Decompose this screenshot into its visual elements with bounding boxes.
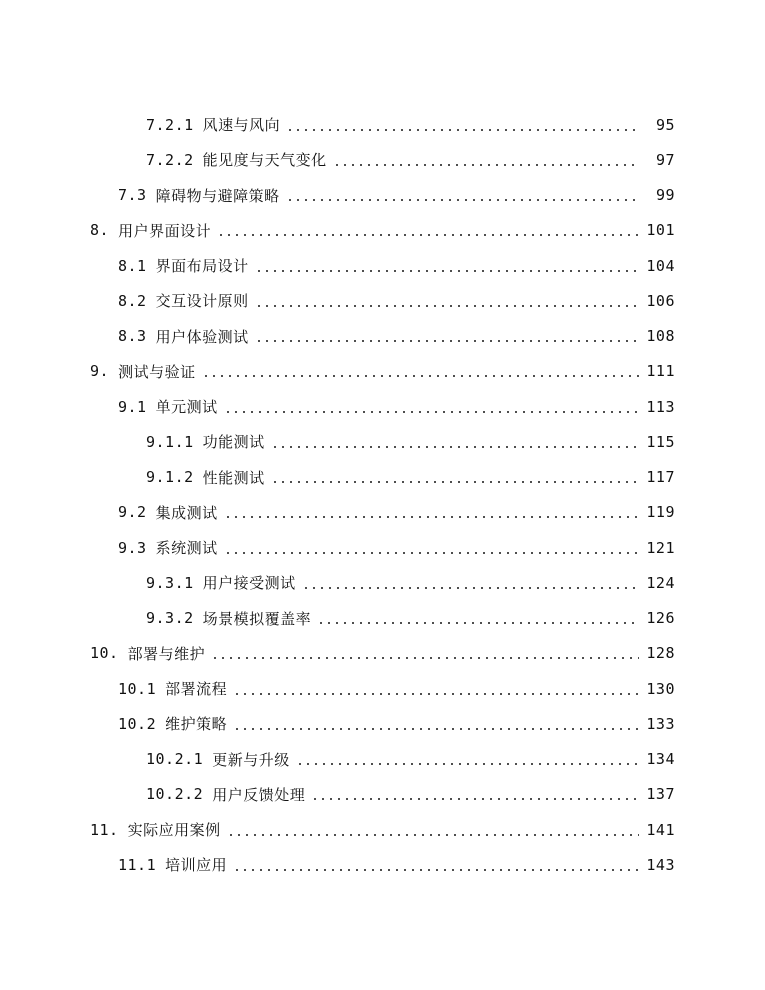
toc-entry-title: 风速与风向 <box>202 116 281 135</box>
toc-entry-page-number: 104 <box>646 256 675 275</box>
toc-dot-leader <box>224 552 639 554</box>
toc-entry-title: 实际应用案例 <box>127 821 221 840</box>
toc-entry-page-number: 137 <box>646 785 675 804</box>
toc-entry-number: 7.3 <box>118 186 147 205</box>
toc-dot-leader <box>286 199 639 201</box>
toc-entry[interactable] <box>0 847 765 882</box>
toc-entry[interactable] <box>0 389 765 424</box>
toc-entry[interactable] <box>0 742 765 777</box>
toc-entry-title: 性能测试 <box>202 468 265 487</box>
toc-entry-number: 9.3 <box>118 538 147 557</box>
toc-entry-number: 8.2 <box>118 291 147 310</box>
toc-dot-leader <box>271 446 639 448</box>
toc-entry[interactable] <box>0 636 765 671</box>
toc-entry[interactable] <box>0 565 765 600</box>
toc-entry[interactable] <box>0 706 765 741</box>
toc-entry[interactable] <box>0 812 765 847</box>
toc-dot-leader <box>255 270 639 272</box>
toc-entry-title: 交互设计原则 <box>155 292 249 311</box>
toc-entry-title: 测试与验证 <box>118 362 196 381</box>
toc-entry-title: 单元测试 <box>155 398 218 417</box>
toc-entry[interactable] <box>0 213 765 248</box>
toc-entry-page-number: 133 <box>646 714 675 733</box>
toc-dot-leader <box>333 164 639 166</box>
toc-entry-page-number: 128 <box>646 644 675 663</box>
toc-dot-leader <box>217 234 639 236</box>
toc-entry-number: 11.1 <box>118 855 157 874</box>
toc-entry-page-number: 143 <box>646 855 675 874</box>
toc-entry-number: 9.2 <box>118 503 147 522</box>
toc-entry-title: 场景模拟覆盖率 <box>202 609 312 628</box>
toc-entry-title: 界面布局设计 <box>155 257 249 276</box>
toc-dot-leader <box>233 869 639 871</box>
toc-entry-title: 用户体验测试 <box>155 327 249 346</box>
toc-entry-number: 9.3.1 <box>146 573 194 592</box>
toc-entry-page-number: 119 <box>646 503 675 522</box>
toc-entry-number: 9.3.2 <box>146 609 194 628</box>
toc-dot-leader <box>317 622 639 624</box>
toc-entry-title: 集成测试 <box>155 503 218 522</box>
toc-entry[interactable] <box>0 142 765 177</box>
toc-entry-page-number: 134 <box>646 750 675 769</box>
toc-entry-page-number: 95 <box>655 115 675 134</box>
toc-entry-title: 培训应用 <box>165 856 228 875</box>
toc-entry-page-number: 117 <box>646 468 675 487</box>
toc-entry-page-number: 106 <box>646 291 675 310</box>
toc-entry-number: 8. <box>90 221 110 240</box>
toc-entry-page-number: 108 <box>646 327 675 346</box>
toc-entry[interactable] <box>0 354 765 389</box>
toc-entry-page-number: 99 <box>655 186 675 205</box>
toc-entry-title: 部署流程 <box>165 680 228 699</box>
toc-entry-number: 8.1 <box>118 256 147 275</box>
toc-entry-number: 9. <box>90 362 110 381</box>
toc-entry-title: 部署与维护 <box>127 644 206 663</box>
toc-dot-leader <box>233 728 639 730</box>
toc-dot-leader <box>311 798 639 800</box>
toc-dot-leader <box>255 305 639 307</box>
toc-entry-title: 维护策略 <box>165 715 228 734</box>
toc-entry[interactable] <box>0 319 765 354</box>
toc-dot-leader <box>211 657 639 659</box>
toc-dot-leader <box>224 411 639 413</box>
toc-entry-number: 10. <box>90 644 119 663</box>
toc-entry-page-number: 97 <box>655 150 675 169</box>
toc-dot-leader <box>296 763 639 765</box>
toc-entry-page-number: 130 <box>646 679 675 698</box>
toc-entry[interactable] <box>0 777 765 812</box>
toc-entry-number: 10.2 <box>118 714 157 733</box>
toc-entry-number: 7.2.2 <box>146 150 194 169</box>
toc-entry[interactable] <box>0 671 765 706</box>
toc-entry-number: 10.1 <box>118 679 157 698</box>
toc-entry[interactable] <box>0 283 765 318</box>
toc-entry[interactable] <box>0 248 765 283</box>
toc-entry-title: 用户界面设计 <box>118 221 212 240</box>
toc-entry[interactable] <box>0 530 765 565</box>
toc-entry-number: 9.1 <box>118 397 147 416</box>
toc-entry-number: 9.1.2 <box>146 468 194 487</box>
toc-entry[interactable] <box>0 601 765 636</box>
toc-entry-page-number: 141 <box>646 820 675 839</box>
table-of-contents <box>0 107 765 883</box>
toc-entry[interactable] <box>0 495 765 530</box>
toc-entry[interactable] <box>0 460 765 495</box>
toc-dot-leader <box>302 587 639 589</box>
toc-dot-leader <box>224 516 639 518</box>
toc-entry-number: 10.2.2 <box>146 785 204 804</box>
toc-entry-number: 11. <box>90 820 119 839</box>
toc-dot-leader <box>255 340 639 342</box>
toc-entry-title: 能见度与天气变化 <box>202 151 327 170</box>
toc-entry-number: 8.3 <box>118 327 147 346</box>
toc-entry-page-number: 124 <box>646 573 675 592</box>
toc-entry-page-number: 101 <box>646 221 675 240</box>
toc-entry-title: 用户反馈处理 <box>212 785 306 804</box>
toc-entry-number: 10.2.1 <box>146 750 204 769</box>
toc-dot-leader <box>286 129 639 131</box>
toc-entry-number: 9.1.1 <box>146 432 194 451</box>
toc-entry-page-number: 113 <box>646 397 675 416</box>
toc-entry[interactable] <box>0 107 765 142</box>
toc-entry-title: 用户接受测试 <box>202 574 296 593</box>
toc-entry-page-number: 111 <box>646 362 675 381</box>
toc-dot-leader <box>271 481 639 483</box>
toc-entry[interactable] <box>0 178 765 213</box>
toc-dot-leader <box>233 693 639 695</box>
toc-entry-page-number: 115 <box>646 432 675 451</box>
toc-entry-page-number: 126 <box>646 609 675 628</box>
toc-entry-title: 系统测试 <box>155 539 218 558</box>
toc-dot-leader <box>227 834 639 836</box>
toc-entry-page-number: 121 <box>646 538 675 557</box>
toc-dot-leader <box>202 375 639 377</box>
toc-entry-title: 功能测试 <box>202 433 265 452</box>
toc-entry[interactable] <box>0 424 765 459</box>
toc-entry-title: 更新与升级 <box>212 750 290 769</box>
toc-entry-number: 7.2.1 <box>146 115 194 134</box>
toc-entry-title: 障碍物与避障策略 <box>155 186 280 205</box>
